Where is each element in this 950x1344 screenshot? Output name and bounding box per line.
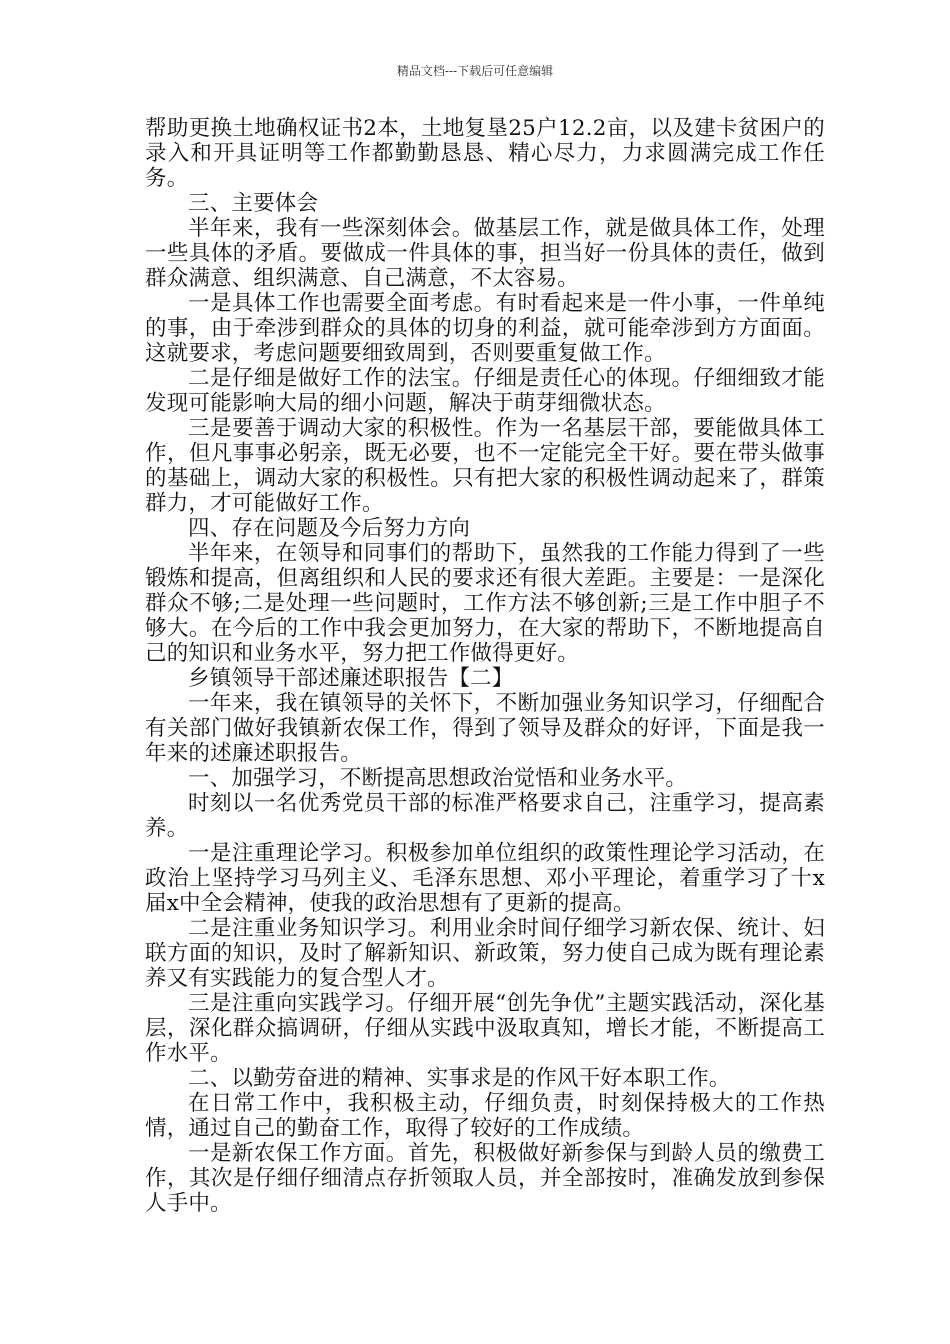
- paragraph: 帮助更换土地确权证书2本，土地复垦25户12.2亩，以及建卡贫困户的录入和开具证明等工作都勤勤恳恳、精心尽力，力求圆满完成工作任务。: [145, 116, 825, 191]
- paragraph: 一是具体工作也需要全面考虑。有时看起来是一件小事，一件单纯的事，由于牵涉到群众的具体的切身的利益，就可能牵涉到方方面面。这就要求，考虑问题要细致周到，否则要重复做工作。: [145, 291, 825, 366]
- paragraph: 半年来，在领导和同事们的帮助下，虽然我的工作能力得到了一些锻炼和提高，但离组织和人民的要求还有很大差距。主要是：一是深化群众不够;二是处理一些问题时，工作方法不够创新;三是工作中胆子不够大。在今后的工作中我会更加努力，在大家的帮助下，不断地提高自己的知识和业务水平，努力把工作做得更好。: [145, 541, 825, 666]
- document-body: [145, 116, 825, 1216]
- paragraph: 二是注重业务知识学习。利用业余时间仔细学习新农保、统计、妇联方面的知识，及时了解新知识、新政策，努力使自己成为既有理论素养又有实践能力的复合型人才。: [145, 916, 825, 991]
- paragraph: 时刻以一名优秀党员干部的标准严格要求自己，注重学习，提高素养。: [145, 791, 825, 841]
- report-title: 乡镇领导干部述廉述职报告【二】: [188, 666, 514, 691]
- paragraph: 二是仔细是做好工作的法宝。仔细是责任心的体现。仔细细致才能发现可能影响大局的细小问题，解决于萌芽细微状态。: [145, 366, 825, 416]
- section-heading: 四、存在问题及今后努力方向: [188, 516, 471, 541]
- paragraph: 一年来，我在镇领导的关怀下，不断加强业务知识学习，仔细配合有关部门做好我镇新农保工作，得到了领导及群众的好评，下面是我一年来的述廉述职报告。: [145, 691, 825, 766]
- paragraph: 半年来，我有一些深刻体会。做基层工作，就是做具体工作，处理一些具体的矛盾。要做成一件具体的事，担当好一份具体的责任，做到群众满意、组织满意、自己满意，不太容易。: [145, 216, 825, 291]
- paragraph: 在日常工作中，我积极主动，仔细负责，时刻保持极大的工作热情，通过自己的勤奋工作，取得了较好的工作成绩。: [145, 1091, 825, 1141]
- section-heading: 三、主要体会: [188, 191, 319, 216]
- page-header: 精品文档---下载后可任意编辑: [396, 64, 554, 78]
- paragraph: 一是注重理论学习。积极参加单位组织的政策性理论学习活动，在政治上坚持学习马列主义、毛泽东思想、邓小平理论，着重学习了十x届x中全会精神，使我的政治思想有了更新的提高。: [145, 841, 825, 916]
- paragraph: 一是新农保工作方面。首先，积极做好新参保与到龄人员的缴费工作，其次是仔细仔细清点存折领取人员，并全部按时，准确发放到参保人手中。: [145, 1141, 825, 1216]
- section-heading: 二、以勤劳奋进的精神、实事求是的作风干好本职工作。: [188, 1066, 731, 1091]
- section-heading: 一、加强学习，不断提高思想政治觉悟和业务水平。: [188, 766, 688, 791]
- paragraph: 三是要善于调动大家的积极性。作为一名基层干部，要能做具体工作，但凡事事必躬亲，既无必要，也不一定能完全干好。要在带头做事的基础上，调动大家的积极性。只有把大家的积极性调动起来了，群策群力，才可能做好工作。: [145, 416, 825, 516]
- paragraph: 三是注重向实践学习。仔细开展“创先争优”主题实践活动，深化基层，深化群众搞调研，仔细从实践中汲取真知，增长才能，不断提高工作水平。: [145, 991, 825, 1066]
